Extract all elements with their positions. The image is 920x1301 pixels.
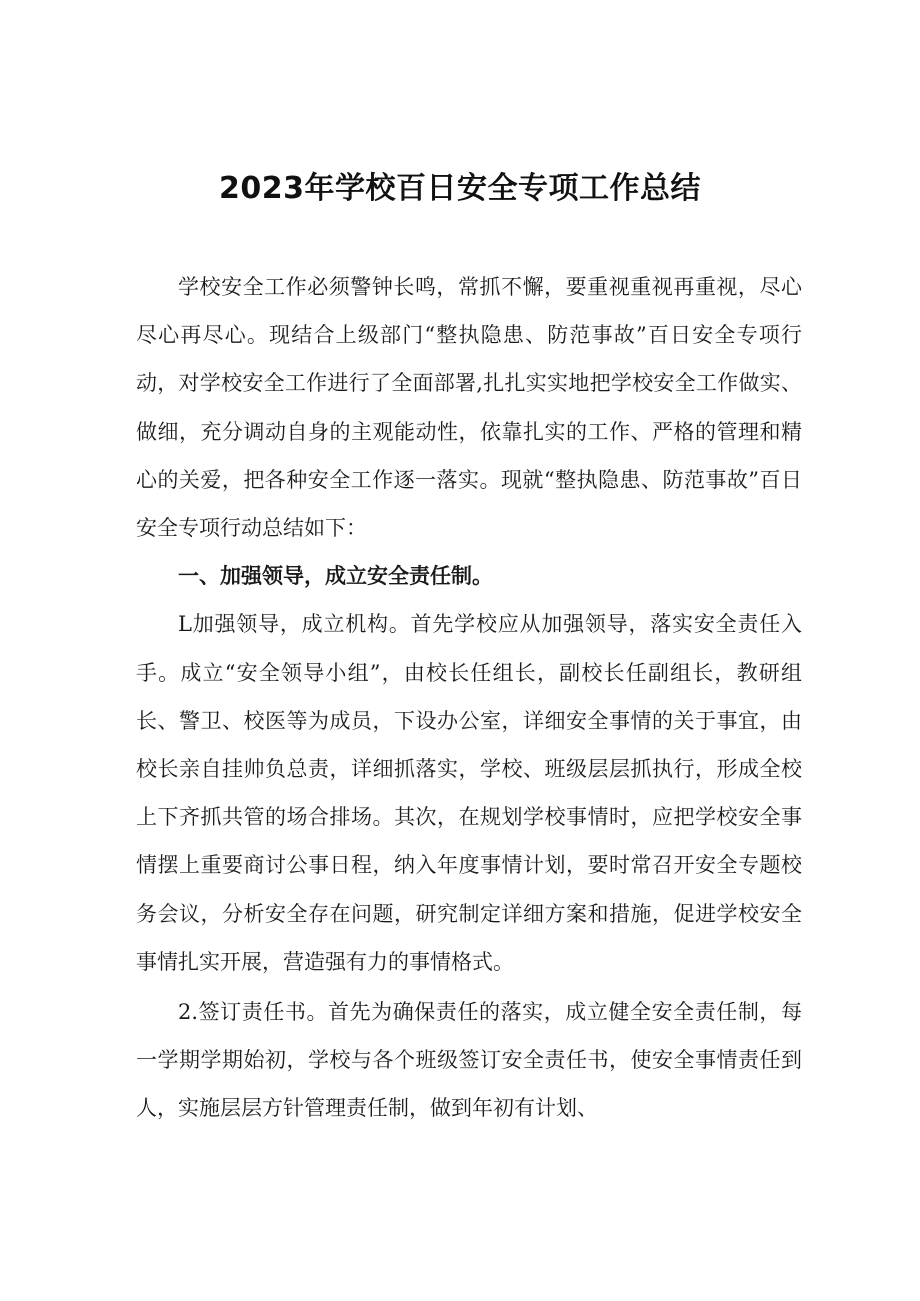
- document-body: [136, 263, 802, 1133]
- document-title: 2023年学校百日安全专项工作总结: [219, 171, 701, 206]
- section-heading-1: 一、加强领导，成立安全责任制。: [178, 564, 493, 589]
- paragraph-responsibility: 2.签订责任书。首先为确保责任的落实，成立健全安全责任制，每一学期学期始初，学校与各个班级签订安全责任书，使安全事情责任到人，实施层层方针管理责任制，做到年初有计划、: [136, 1000, 802, 1121]
- paragraph-leadership: L加强领导，成立机构。首先学校应从加强领导，落实安全责任入手。成立“安全领导小组”，由校长任组长，副校长任副组长，教研组长、警卫、校医等为成员，下设办公室，详细安全事情的关于事宜，由校长亲自挂帅负总责，详细抓落实，学校、班级层层抓执行，形成全校上下齐抓共管的场合排场。其次，在规划学校事情时，应把学校安全事情摆上重要商讨公事日程，纳入年度事情计划，要时常召开安全专题校务会议，分析安全存在问题，研究制定详细方案和措施，促进学校安全事情扎实开展，营造强有力的事情格式。: [136, 612, 802, 974]
- intro-paragraph: 学校安全工作必须警钟长鸣，常抓不懈，要重视重视再重视，尽心尽心再尽心。现结合上级部门“整执隐患、防范事故”百日安全专项行动，对学校安全工作进行了全面部署,扎扎实实地把学校安全工作做实、做细，充分调动自身的主观能动性，依靠扎实的工作、严格的管理和精心的关爱，把各种安全工作逐一落实。现就“整执隐患、防范事故”百日安全专项行动总结如下：: [136, 275, 802, 541]
